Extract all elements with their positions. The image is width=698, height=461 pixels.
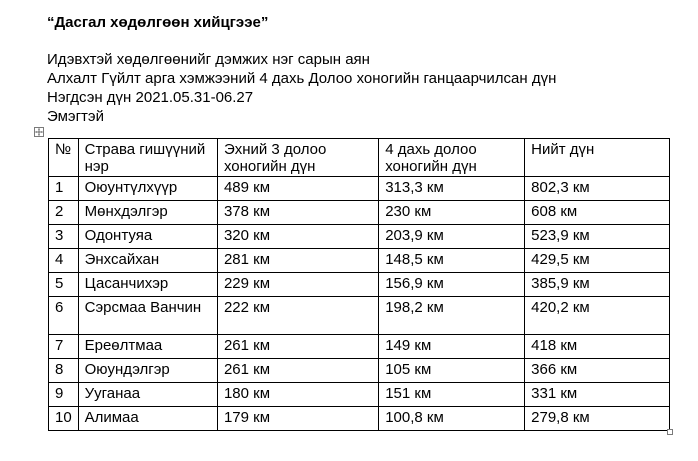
category-line: Эмэгтэй — [47, 108, 104, 125]
cell-week-4: 198,2 км — [379, 297, 525, 335]
date-range-line: Нэгдсэн дүн 2021.05.31-06.27 — [47, 89, 254, 106]
cell-number: 3 — [49, 225, 79, 249]
cell-first-3-weeks: 320 км — [217, 225, 378, 249]
cell-first-3-weeks: 222 км — [217, 297, 378, 335]
cell-number: 6 — [49, 297, 79, 335]
cell-first-3-weeks: 261 км — [217, 359, 378, 383]
cell-number: 5 — [49, 273, 79, 297]
table-header-row — [49, 139, 670, 177]
cell-total: 331 км — [525, 383, 670, 407]
results-table — [48, 138, 670, 431]
table-row — [49, 225, 670, 249]
cell-number: 7 — [49, 335, 79, 359]
table-row — [49, 297, 670, 335]
move-icon — [35, 128, 43, 136]
cell-total: 523,9 км — [525, 225, 670, 249]
cell-number: 8 — [49, 359, 79, 383]
cell-total: 420,2 км — [525, 297, 670, 335]
cell-number: 2 — [49, 201, 79, 225]
table-move-icon[interactable] — [34, 127, 44, 137]
cell-number: 4 — [49, 249, 79, 273]
cell-week-4: 149 км — [379, 335, 525, 359]
cell-week-4: 105 км — [379, 359, 525, 383]
cell-first-3-weeks: 378 км — [217, 201, 378, 225]
cell-name: Одонтуяа — [78, 225, 217, 249]
cell-week-4: 151 км — [379, 383, 525, 407]
cell-number: 9 — [49, 383, 79, 407]
table-row — [49, 335, 670, 359]
table-row — [49, 359, 670, 383]
table-row — [49, 177, 670, 201]
campaign-line: Идэвхтэй хөдөлгөөнийг дэмжих нэг сарын аян — [47, 51, 370, 68]
cell-name: Цасанчихэр — [78, 273, 217, 297]
header-week-4: 4 дахь долоо хоногийн дүн — [379, 139, 525, 177]
header-name: Страва гишүүний нэр — [78, 139, 217, 177]
table-row — [49, 273, 670, 297]
cell-name: Ууганаа — [78, 383, 217, 407]
cell-week-4: 148,5 км — [379, 249, 525, 273]
header-first-3-weeks: Эхний 3 долоо хоногийн дүн — [217, 139, 378, 177]
cell-total: 608 км — [525, 201, 670, 225]
cell-name: Оюунтүлхүүр — [78, 177, 217, 201]
cell-total: 429,5 км — [525, 249, 670, 273]
cell-week-4: 203,9 км — [379, 225, 525, 249]
cell-name: Сэрсмаа Ванчин — [78, 297, 217, 335]
cell-week-4: 230 км — [379, 201, 525, 225]
cell-first-3-weeks: 179 км — [217, 407, 378, 431]
header-number: № — [49, 139, 79, 177]
cell-week-4: 313,3 км — [379, 177, 525, 201]
cell-name: Мөнхдэлгэр — [78, 201, 217, 225]
cell-number: 1 — [49, 177, 79, 201]
cell-week-4: 156,9 км — [379, 273, 525, 297]
cell-name: Оюундэлгэр — [78, 359, 217, 383]
cell-total: 418 км — [525, 335, 670, 359]
cell-name: Энхсайхан — [78, 249, 217, 273]
cell-first-3-weeks: 261 км — [217, 335, 378, 359]
cell-first-3-weeks: 229 км — [217, 273, 378, 297]
table-row — [49, 249, 670, 273]
intro-block — [47, 50, 556, 126]
event-line: Алхалт Гүйлт арга хэмжээний 4 дахь Долоо хоногийн ганцаарчилсан дүн — [47, 70, 557, 87]
cell-first-3-weeks: 489 км — [217, 177, 378, 201]
table-resize-handle[interactable] — [667, 429, 673, 435]
cell-week-4: 100,8 км — [379, 407, 525, 431]
cell-first-3-weeks: 281 км — [217, 249, 378, 273]
header-total: Нийт дүн — [525, 139, 670, 177]
table-row — [49, 383, 670, 407]
table-row — [49, 201, 670, 225]
cell-total: 802,3 км — [525, 177, 670, 201]
cell-first-3-weeks: 180 км — [217, 383, 378, 407]
cell-total: 279,8 км — [525, 407, 670, 431]
cell-total: 366 км — [525, 359, 670, 383]
cell-name: Ереөлтмаа — [78, 335, 217, 359]
document-title: “Дасгал хөдөлгөөн хийцгээе” — [47, 14, 269, 31]
cell-name: Алимаа — [78, 407, 217, 431]
cell-total: 385,9 км — [525, 273, 670, 297]
cell-number: 10 — [49, 407, 79, 431]
table-row — [49, 407, 670, 431]
